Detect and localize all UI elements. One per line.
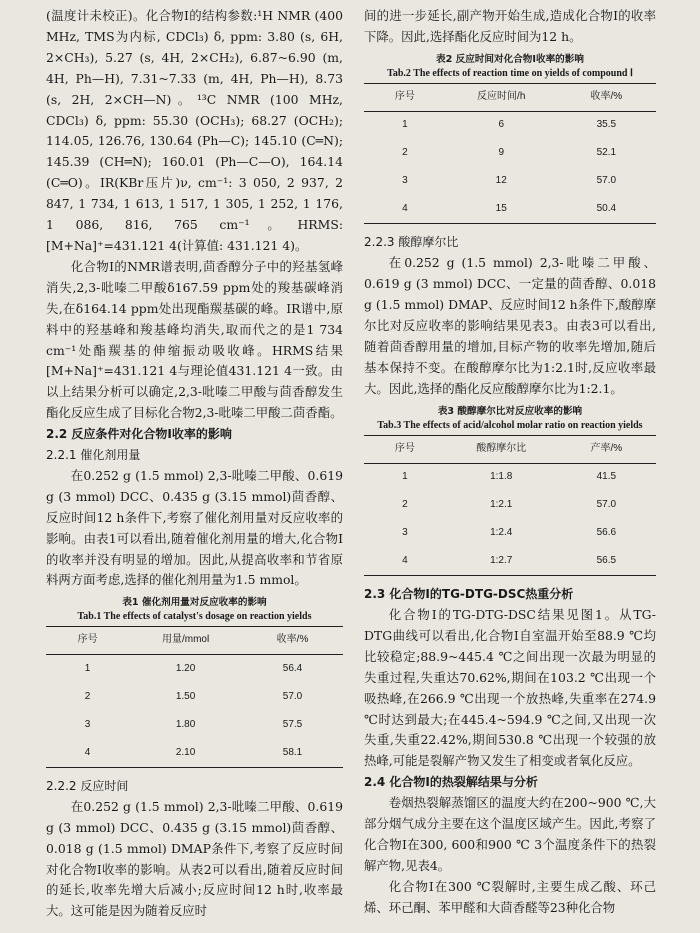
table-cell: 2 <box>84 690 91 702</box>
table-cell: 9 <box>498 147 504 159</box>
table-cell: 4 <box>364 195 446 223</box>
table-cell: 2 <box>402 147 408 159</box>
table-cell: 2 <box>402 498 408 510</box>
table-cell: 4 <box>364 547 446 575</box>
table-cell: 56.6 <box>596 526 617 538</box>
nmr-analysis-paragraph: 化合物Ⅰ的NMR谱表明,茴香醇分子中的羟基氢峰消失,2,3-吡嗪二甲酸δ167.59 ppm处的羧基碳峰消失,在δ164.14 ppm处出现酯羰基碳的峰。IR谱中,原料中的羟基峰和羧基峰均消失,取而代之的是1 734 cm⁻¹处酯羰基的伸缩振动吸收峰。HRMS结果[M+Na]⁺=431.121 4与理论值431.121 4一致。由以上结果分析可以确定,2,3-吡嗪二甲酸与茴香醇发生酯化反应生成了目标化合物2,3-吡嗪二甲酸二茴香酯。 <box>46 258 343 421</box>
table-header: 酸醇摩尔比 <box>446 435 557 463</box>
table-header: 序号 <box>364 435 446 463</box>
table-header: 序号 <box>364 83 446 111</box>
table-cell: 1.50 <box>175 690 196 702</box>
catalyst-paragraph: 在0.252 g (1.5 mmol) 2,3-吡嗪二甲酸、0.619 g (3 mmol) DCC、0.435 g (3.15 mmol)茴香醇、反应时间12 h条件下,考察了催化剂用量对反应收率的影响。由表1可以看出,随着催化剂用量的增大,化合物Ⅰ的收率并没有明显的增加。因此,从提高收率和节省原料两方面考虑,选择的催化剂用量为1.5 mmol。 <box>46 467 343 588</box>
table-cell: 3 <box>402 175 408 187</box>
table-row <box>364 195 656 223</box>
table2 <box>364 83 656 225</box>
table-cell: 1.20 <box>175 662 196 674</box>
pyrolysis-intro-paragraph: 卷烟热裂解蒸馏区的温度大约在200~900 ℃,大部分烟气成分主要在这个温度区域产生。因此,考察了化合物Ⅰ在300, 600和900 ℃ 3个温度条件下的热裂解产物,见表4。 <box>364 795 656 873</box>
pyrolysis-results-paragraph: 化合物Ⅰ在300 ℃裂解时,主要生成乙酸、环己烯、环己酮、苯甲醛和大茴香醛等23种化合物 <box>364 878 656 915</box>
table-cell: 1:2.1 <box>490 498 513 510</box>
table-cell: 1 <box>402 119 408 131</box>
table-row <box>364 463 656 491</box>
table-cell: 1:1.8 <box>490 471 513 482</box>
table-cell: 2.10 <box>129 739 242 767</box>
table-cell: 1 <box>402 471 408 482</box>
table-header: 序号 <box>46 627 129 655</box>
table-cell: 4 <box>46 739 129 767</box>
table3-caption-cn: 表3 酸醇摩尔比对反应收率的影响 <box>437 405 583 417</box>
table-cell: 6 <box>498 119 504 131</box>
thermal-analysis-paragraph: 化合物Ⅰ的TG-DTG-DSC结果见图1。从TG-DTG曲线可以看出,化合物Ⅰ自室温开始至88.9 ℃均比较稳定;88.9~445.4 ℃之间出现一次最为明显的失重过程,失重达70.62%,期间在103.2 ℃出现一个吸热峰,在266.9 ℃出现一个放热峰,失重率在274.9 ℃时达到最大;在445.4~594.9 ℃之间,又出现一次失重,失重22.42%,期间530.8 ℃出现一个较强的放热峰,可能是裂解产物又发生了相变或者氧化反应。 <box>364 607 656 769</box>
table2-caption-en: Tab.2 The effects of reaction time on yields of compound Ⅰ <box>387 67 633 79</box>
table-cell: 35.5 <box>596 119 617 131</box>
reaction-time-continued-paragraph: 间的进一步延长,副产物开始生成,造成化合物Ⅰ的收率下降。因此,选择酯化反应时间为12 h。 <box>364 8 656 44</box>
table-cell: 57.0 <box>596 498 617 510</box>
table-header: 收率/% <box>242 627 343 655</box>
section-heading-2-2-2: 2.2.2 反应时间 <box>46 778 129 793</box>
table-row <box>364 168 656 196</box>
left-column <box>46 6 343 922</box>
table3 <box>364 435 656 577</box>
table-cell: 56.5 <box>557 547 656 575</box>
table-row <box>46 711 343 739</box>
section-heading-2-2-1: 2.2.1 催化剂用量 <box>46 448 141 463</box>
section-heading-2-2: 2.2 反应条件对化合物Ⅰ收率的影响 <box>46 427 232 442</box>
right-column <box>364 6 656 919</box>
table-row <box>46 655 343 683</box>
table-cell: 15 <box>446 195 557 223</box>
table-cell: 52.1 <box>596 147 617 159</box>
table-header: 收率/% <box>557 83 656 111</box>
table1 <box>46 626 343 768</box>
section-heading-2-4: 2.4 化合物Ⅰ的热裂解结果与分析 <box>364 775 538 790</box>
molar-ratio-paragraph: 在0.252 g (1.5 mmol) 2,3-吡嗪二甲酸、0.619 g (3 mmol) DCC、一定量的茴香醇、0.018 g (1.5 mmol) DMAP、反应时间12 h条件下,酸醇摩尔比对反应收率的影响结果见表3。由表3可以看出,随着茴香醇用量的增加,目标产物的收率先增加,随后基本保持不变。在酸醇摩尔比为1:2.1时,反应收率最大。因此,选择的酯化反应酸醇摩尔比为1:2.1。 <box>364 255 656 396</box>
table-row <box>46 683 343 711</box>
table-cell: 3 <box>84 718 91 730</box>
table-row <box>364 519 656 547</box>
table1-caption-en: Tab.1 The effects of catalyst's dosage on reaction yields <box>77 611 312 623</box>
table-cell: 57.5 <box>282 718 303 730</box>
table-cell: 58.1 <box>242 739 343 767</box>
nmr-data-paragraph: (温度计未校正)。化合物Ⅰ的结构参数:¹H NMR (400 MHz, TMS为内标, CDCl₃) δ, ppm: 3.80 (s, 6H, 2×CH₃), 5.27 (s, 4H, 2×CH₂), 6.87~6.90 (m, 4H, Ph—H), 7.31~7.33 (m, 4H, Ph—H), 8.73 (s, 2H, 2×CH—N)。¹³C NMR (100 MHz, CDCl₃) δ, ppm: 55.30 (OCH₃); 68.27 (OCH₂); 114.05, 126.76, 130.64 (Ph—C); 145.10 (C═N); 145.39 (CH═N); 160.01 (Ph—C—O), 164.14 (C═O)。IR(KBr压片)ν, cm⁻¹: 3 050, 2 937, 2 847, 1 734, 1 613, 1 517, 1 305, 1 252, 1 176, 1 086, 816, 765 cm⁻¹。HRMS: [M+Na]⁺=431.121 4(计算值: 431.121 4)。 <box>46 8 343 253</box>
table2-caption-cn: 表2 反应时间对化合物Ⅰ收率的影响 <box>436 53 584 65</box>
section-heading-2-2-3: 2.2.3 酸醇摩尔比 <box>364 235 459 250</box>
table-cell: 56.4 <box>282 662 303 674</box>
table-cell: 57.0 <box>596 175 617 187</box>
table-header: 产率/% <box>557 435 656 463</box>
table-header: 用量/mmol <box>129 627 242 655</box>
table-row <box>364 111 656 139</box>
table3-caption-en: Tab.3 The effects of acid/alcohol molar ratio on reaction yields <box>377 419 643 431</box>
table1-caption-cn: 表1 催化剂用量对反应收率的影响 <box>122 597 267 609</box>
table-row <box>364 491 656 519</box>
table-cell: 57.0 <box>282 690 303 702</box>
table-cell: 1 <box>84 662 91 674</box>
table-cell: 1:2.4 <box>490 526 513 538</box>
table-cell: 50.4 <box>557 195 656 223</box>
table-cell: 1:2.7 <box>446 547 557 575</box>
table-row <box>364 140 656 168</box>
table-cell: 1.80 <box>175 718 196 730</box>
table-row <box>46 739 343 767</box>
section-heading-2-3: 2.3 化合物Ⅰ的TG-DTG-DSC热重分析 <box>364 587 574 602</box>
table-row <box>364 547 656 575</box>
reaction-time-paragraph: 在0.252 g (1.5 mmol) 2,3-吡嗪二甲酸、0.619 g (3 mmol) DCC、0.435 g (3.15 mmol)茴香醇、0.018 g (1.5 mmol) DMAP条件下,考察了反应时间对化合物Ⅰ收率的影响。从表2可以看出,随着反应时间的延长,收率先增大后减小;反应时间12 h时,收率最大。这可能是因为随着反应时 <box>46 798 343 919</box>
table-header: 反应时间/h <box>446 83 557 111</box>
table-cell: 3 <box>402 526 408 538</box>
table-cell: 41.5 <box>596 471 617 482</box>
table-cell: 12 <box>495 175 507 187</box>
